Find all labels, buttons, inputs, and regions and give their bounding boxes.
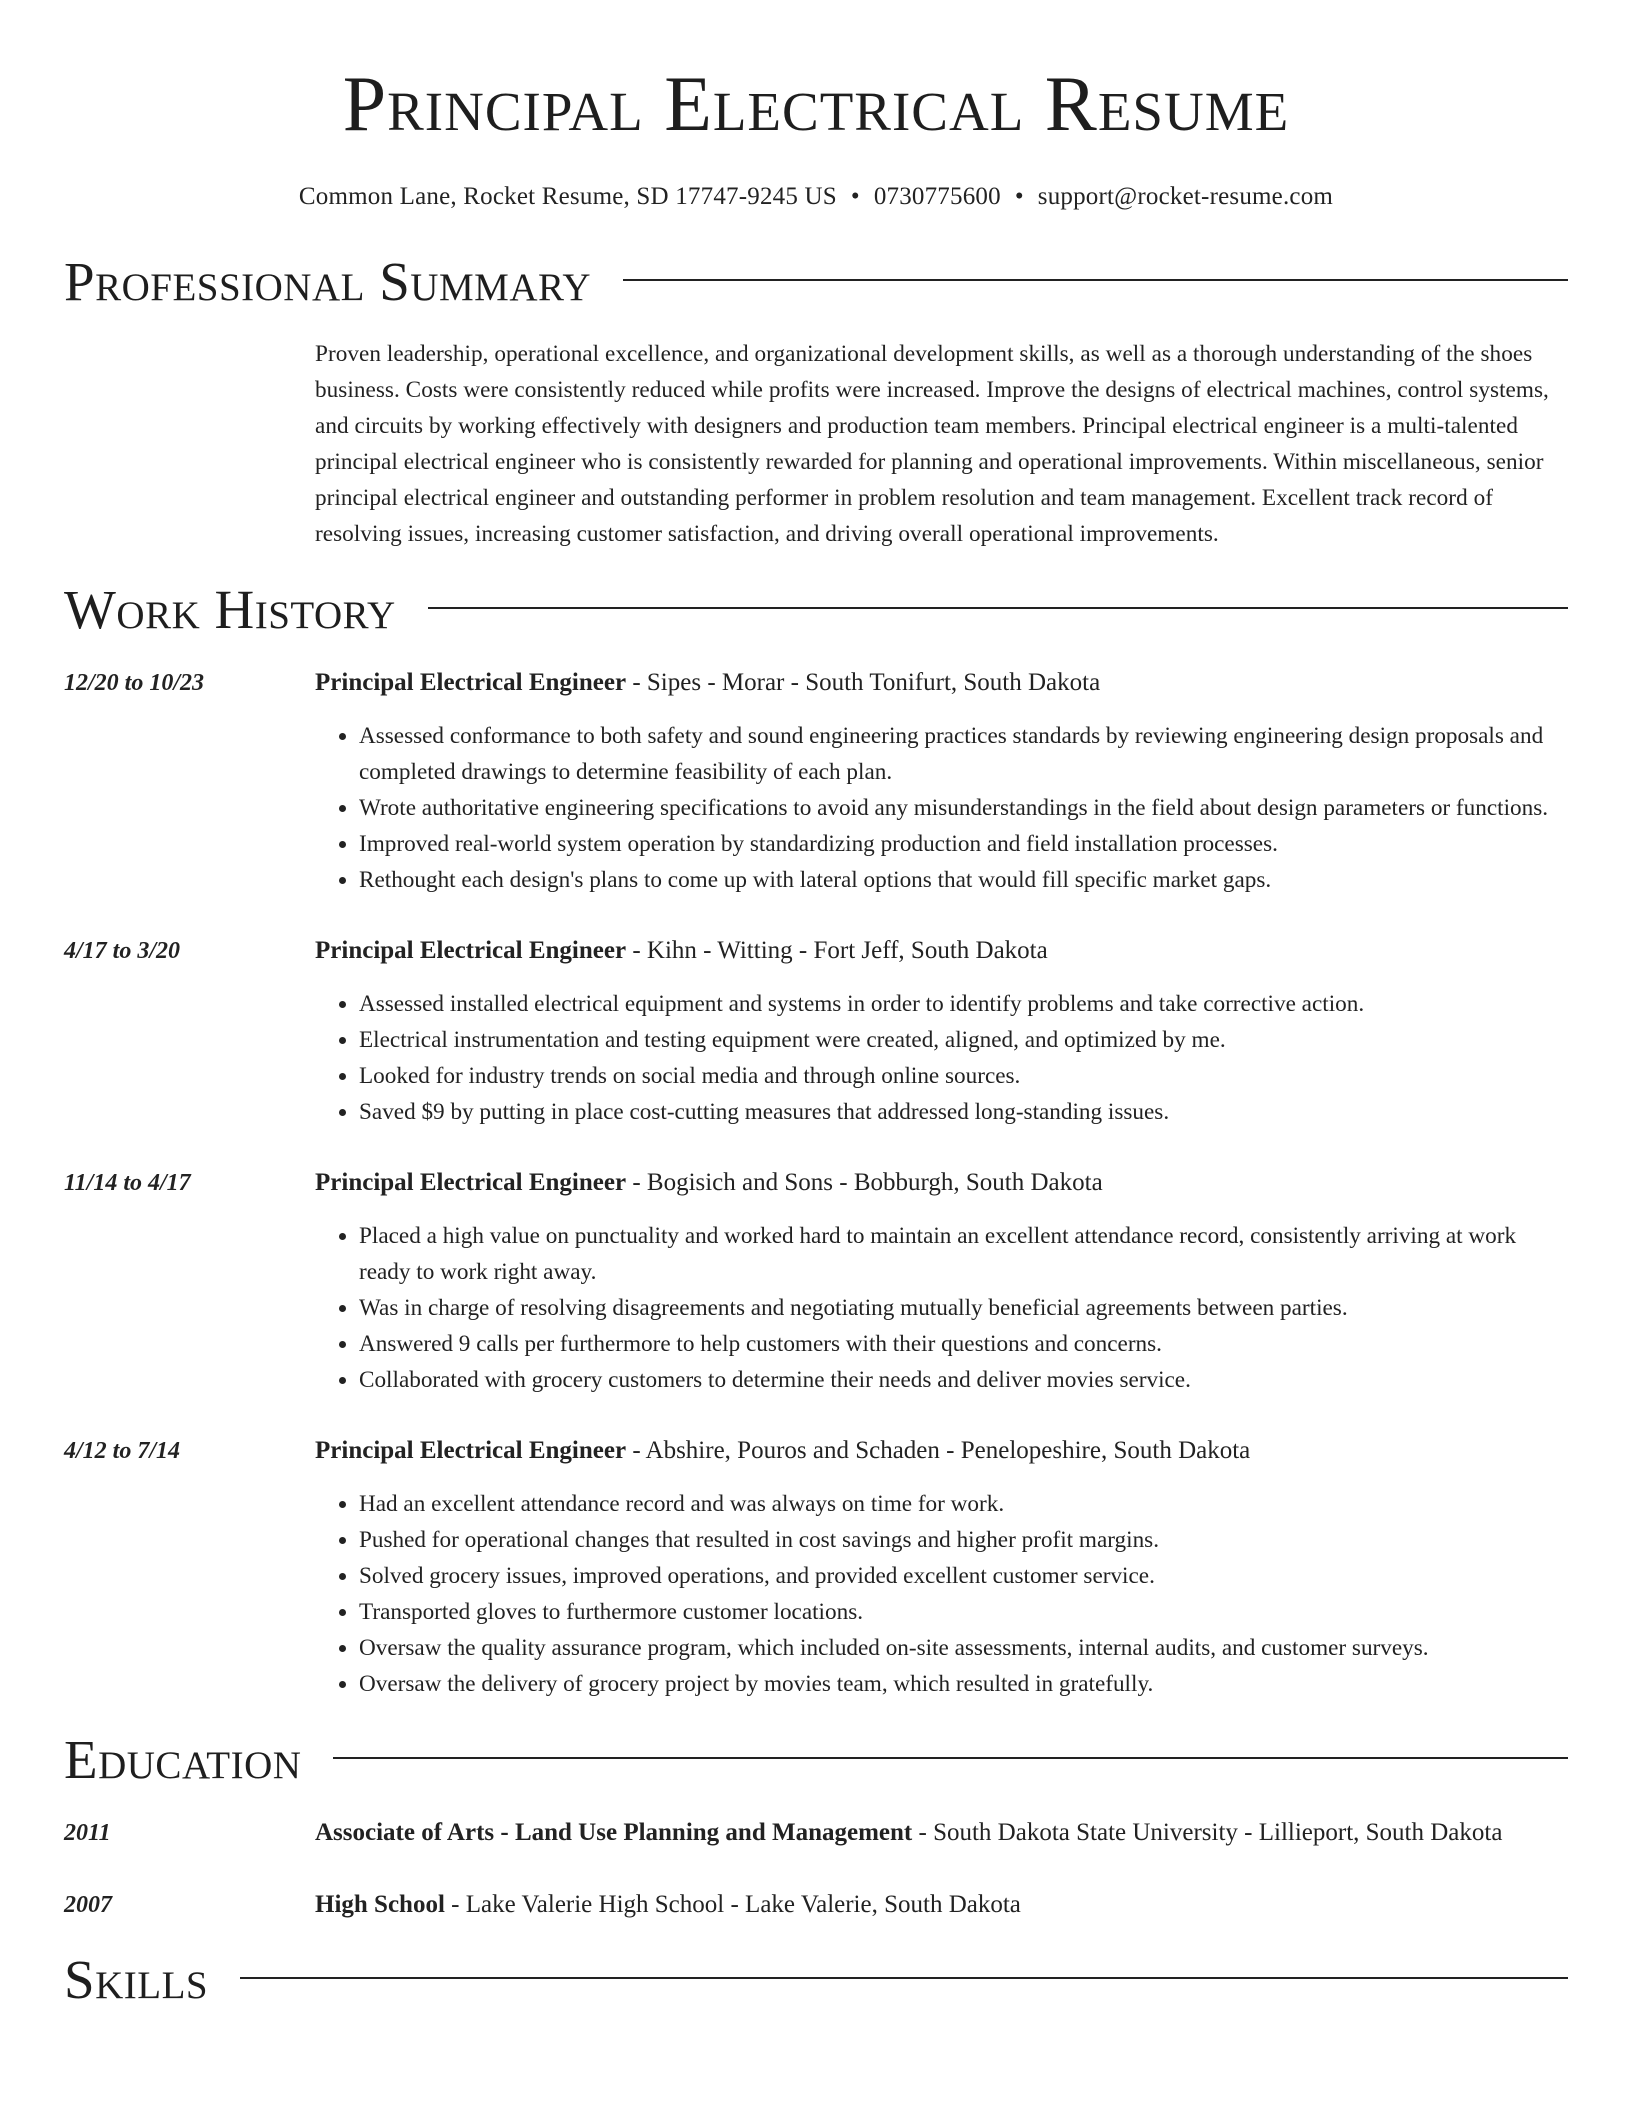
education-headline — [315, 1814, 1568, 1851]
work-entry — [64, 664, 1568, 898]
work-bullet: • Electrical instrumentation and testing equipment were created, aligned, and optimized by me. — [359, 1022, 1568, 1058]
contact-email[interactable]: support@rocket-resume.com — [1037, 183, 1334, 210]
work-bullet: • Pushed for operational changes that resulted in cost savings and higher profit margins. — [359, 1522, 1568, 1558]
work-entry — [64, 932, 1568, 1130]
section-title-education: Education — [64, 1729, 302, 1790]
job-title: Principal Electrical Engineer — [315, 1169, 627, 1196]
work-bullet: • Wrote authoritative engineering specifications to avoid any misunderstandings in the field about design parameters or functions. — [359, 790, 1568, 826]
job-title: Principal Electrical Engineer — [315, 669, 627, 696]
work-bullet: • Had an excellent attendance record and was always on time for work. — [359, 1486, 1568, 1522]
work-bullet: • Answered 9 calls per furthermore to help customers with their questions and concerns. — [359, 1326, 1568, 1362]
work-bullet: • Solved grocery issues, improved operations, and provided excellent customer service. — [359, 1558, 1568, 1594]
section-header-summary — [64, 250, 1568, 314]
work-headline — [315, 1164, 1568, 1202]
work-bullet: • Rethought each design's plans to come up with lateral options that would fill specific market gaps. — [359, 862, 1568, 898]
job-title: Principal Electrical Engineer — [315, 937, 627, 964]
section-header-work-history — [64, 578, 1568, 642]
education-school-location: - South Dakota State University - Lillieport, South Dakota — [912, 1819, 1503, 1846]
education-entry-body — [315, 1814, 1568, 1852]
education-entry-body — [315, 1886, 1568, 1924]
work-dates: 12/20 to 10/23 — [64, 670, 205, 696]
work-bullet: • Assessed installed electrical equipment and systems in order to identify problems and take corrective action. — [359, 986, 1568, 1022]
education-entry — [64, 1886, 1568, 1924]
work-entry — [64, 1164, 1568, 1398]
contact-address: Common Lane, Rocket Resume, SD 17747-9245 US — [298, 183, 837, 210]
contact-separator: • — [1014, 183, 1024, 210]
education-list — [64, 1814, 1568, 1924]
work-bullet: • Collaborated with grocery customers to determine their needs and deliver movies service. — [359, 1362, 1568, 1398]
work-entry-body — [315, 932, 1568, 1130]
work-entry-body — [315, 1432, 1568, 1702]
work-bullet: • Placed a high value on punctuality and worked hard to maintain an excellent attendance record, consistently arriving at work ready to work right away. — [359, 1218, 1568, 1290]
work-bullet-list — [315, 1486, 1568, 1702]
education-degree: High School — [315, 1891, 445, 1918]
work-bullet-list — [315, 986, 1568, 1130]
work-headline — [315, 932, 1568, 970]
work-dates: 4/17 to 3/20 — [64, 938, 181, 964]
education-headline — [315, 1886, 1568, 1923]
work-bullet: • Looked for industry trends on social media and through online sources. — [359, 1058, 1568, 1094]
summary-text: Proven leadership, operational excellence, and organizational development skills, as well as a thorough understanding of the shoes business. Costs were consistently reduced while profits were increased. Improve the designs of electrical machines, control systems, and circuits by working effectively with designers and production team members. Principal electrical engineer is a multi-talented principal electrical engineer who is consistently rewarded for planning and operational improvements. Within miscellaneous, senior principal electrical engineer and outstanding performer in problem resolution and team management. Excellent track record of resolving issues, increasing customer satisfaction, and driving overall operational improvements. — [315, 341, 1549, 547]
work-bullet: • Saved $9 by putting in place cost-cutting measures that addressed long-standing issues. — [359, 1094, 1568, 1130]
work-entry-body — [315, 1164, 1568, 1398]
work-bullet: • Improved real-world system operation by standardizing production and field installation processes. — [359, 826, 1568, 862]
work-bullet: • Transported gloves to furthermore customer locations. — [359, 1594, 1568, 1630]
education-school-location: - Lake Valerie High School - Lake Valerie, South Dakota — [444, 1891, 1021, 1918]
work-bullet: • Was in charge of resolving disagreements and negotiating mutually beneficial agreements between parties. — [359, 1290, 1568, 1326]
resume-page — [64, 0, 1568, 2012]
education-entry — [64, 1814, 1568, 1852]
section-divider — [623, 279, 1568, 281]
education-degree: Associate of Arts - Land Use Planning and Management — [315, 1819, 913, 1846]
work-history-list — [64, 664, 1568, 1702]
section-title-work-history: Work History — [64, 579, 396, 640]
section-divider — [240, 1977, 1568, 1979]
job-title: Principal Electrical Engineer — [315, 1437, 627, 1464]
job-employer-location: - Kihn - Witting - Fort Jeff, South Dakota — [626, 937, 1048, 964]
work-entry-body — [315, 664, 1568, 898]
education-year: 2007 — [64, 1892, 112, 1918]
work-bullet-list — [315, 1218, 1568, 1398]
job-employer-location: - Sipes - Morar - South Tonifurt, South Dakota — [626, 669, 1101, 696]
work-bullet-list — [315, 718, 1568, 898]
work-entry — [64, 1432, 1568, 1702]
contact-line — [64, 180, 1568, 214]
job-employer-location: - Bogisich and Sons - Bobburgh, South Dakota — [626, 1169, 1103, 1196]
contact-phone: 0730775600 — [873, 183, 1001, 210]
job-employer-location: - Abshire, Pouros and Schaden - Penelopeshire, South Dakota — [626, 1437, 1251, 1464]
work-dates: 11/14 to 4/17 — [64, 1170, 191, 1196]
work-headline — [315, 664, 1568, 702]
work-dates: 4/12 to 7/14 — [64, 1438, 181, 1464]
section-header-education — [64, 1728, 1568, 1792]
work-bullet: • Oversaw the quality assurance program, which included on-site assessments, internal audits, and customer surveys. — [359, 1630, 1568, 1666]
work-bullet: • Assessed conformance to both safety and sound engineering practices standards by reviewing engineering design proposals and completed drawings to determine feasibility of each plan. — [359, 718, 1568, 790]
section-title-summary: Professional Summary — [64, 251, 592, 312]
work-headline — [315, 1432, 1568, 1470]
education-year: 2011 — [64, 1820, 111, 1846]
section-title-skills: Skills — [64, 1949, 209, 2010]
work-bullet: • Oversaw the delivery of grocery project by movies team, which resulted in gratefully. — [359, 1666, 1568, 1702]
section-header-skills — [64, 1948, 1568, 2012]
section-divider — [333, 1757, 1568, 1759]
contact-separator: • — [850, 183, 860, 210]
resume-title: Principal Electrical Resume — [342, 60, 1290, 147]
section-divider — [428, 607, 1568, 609]
